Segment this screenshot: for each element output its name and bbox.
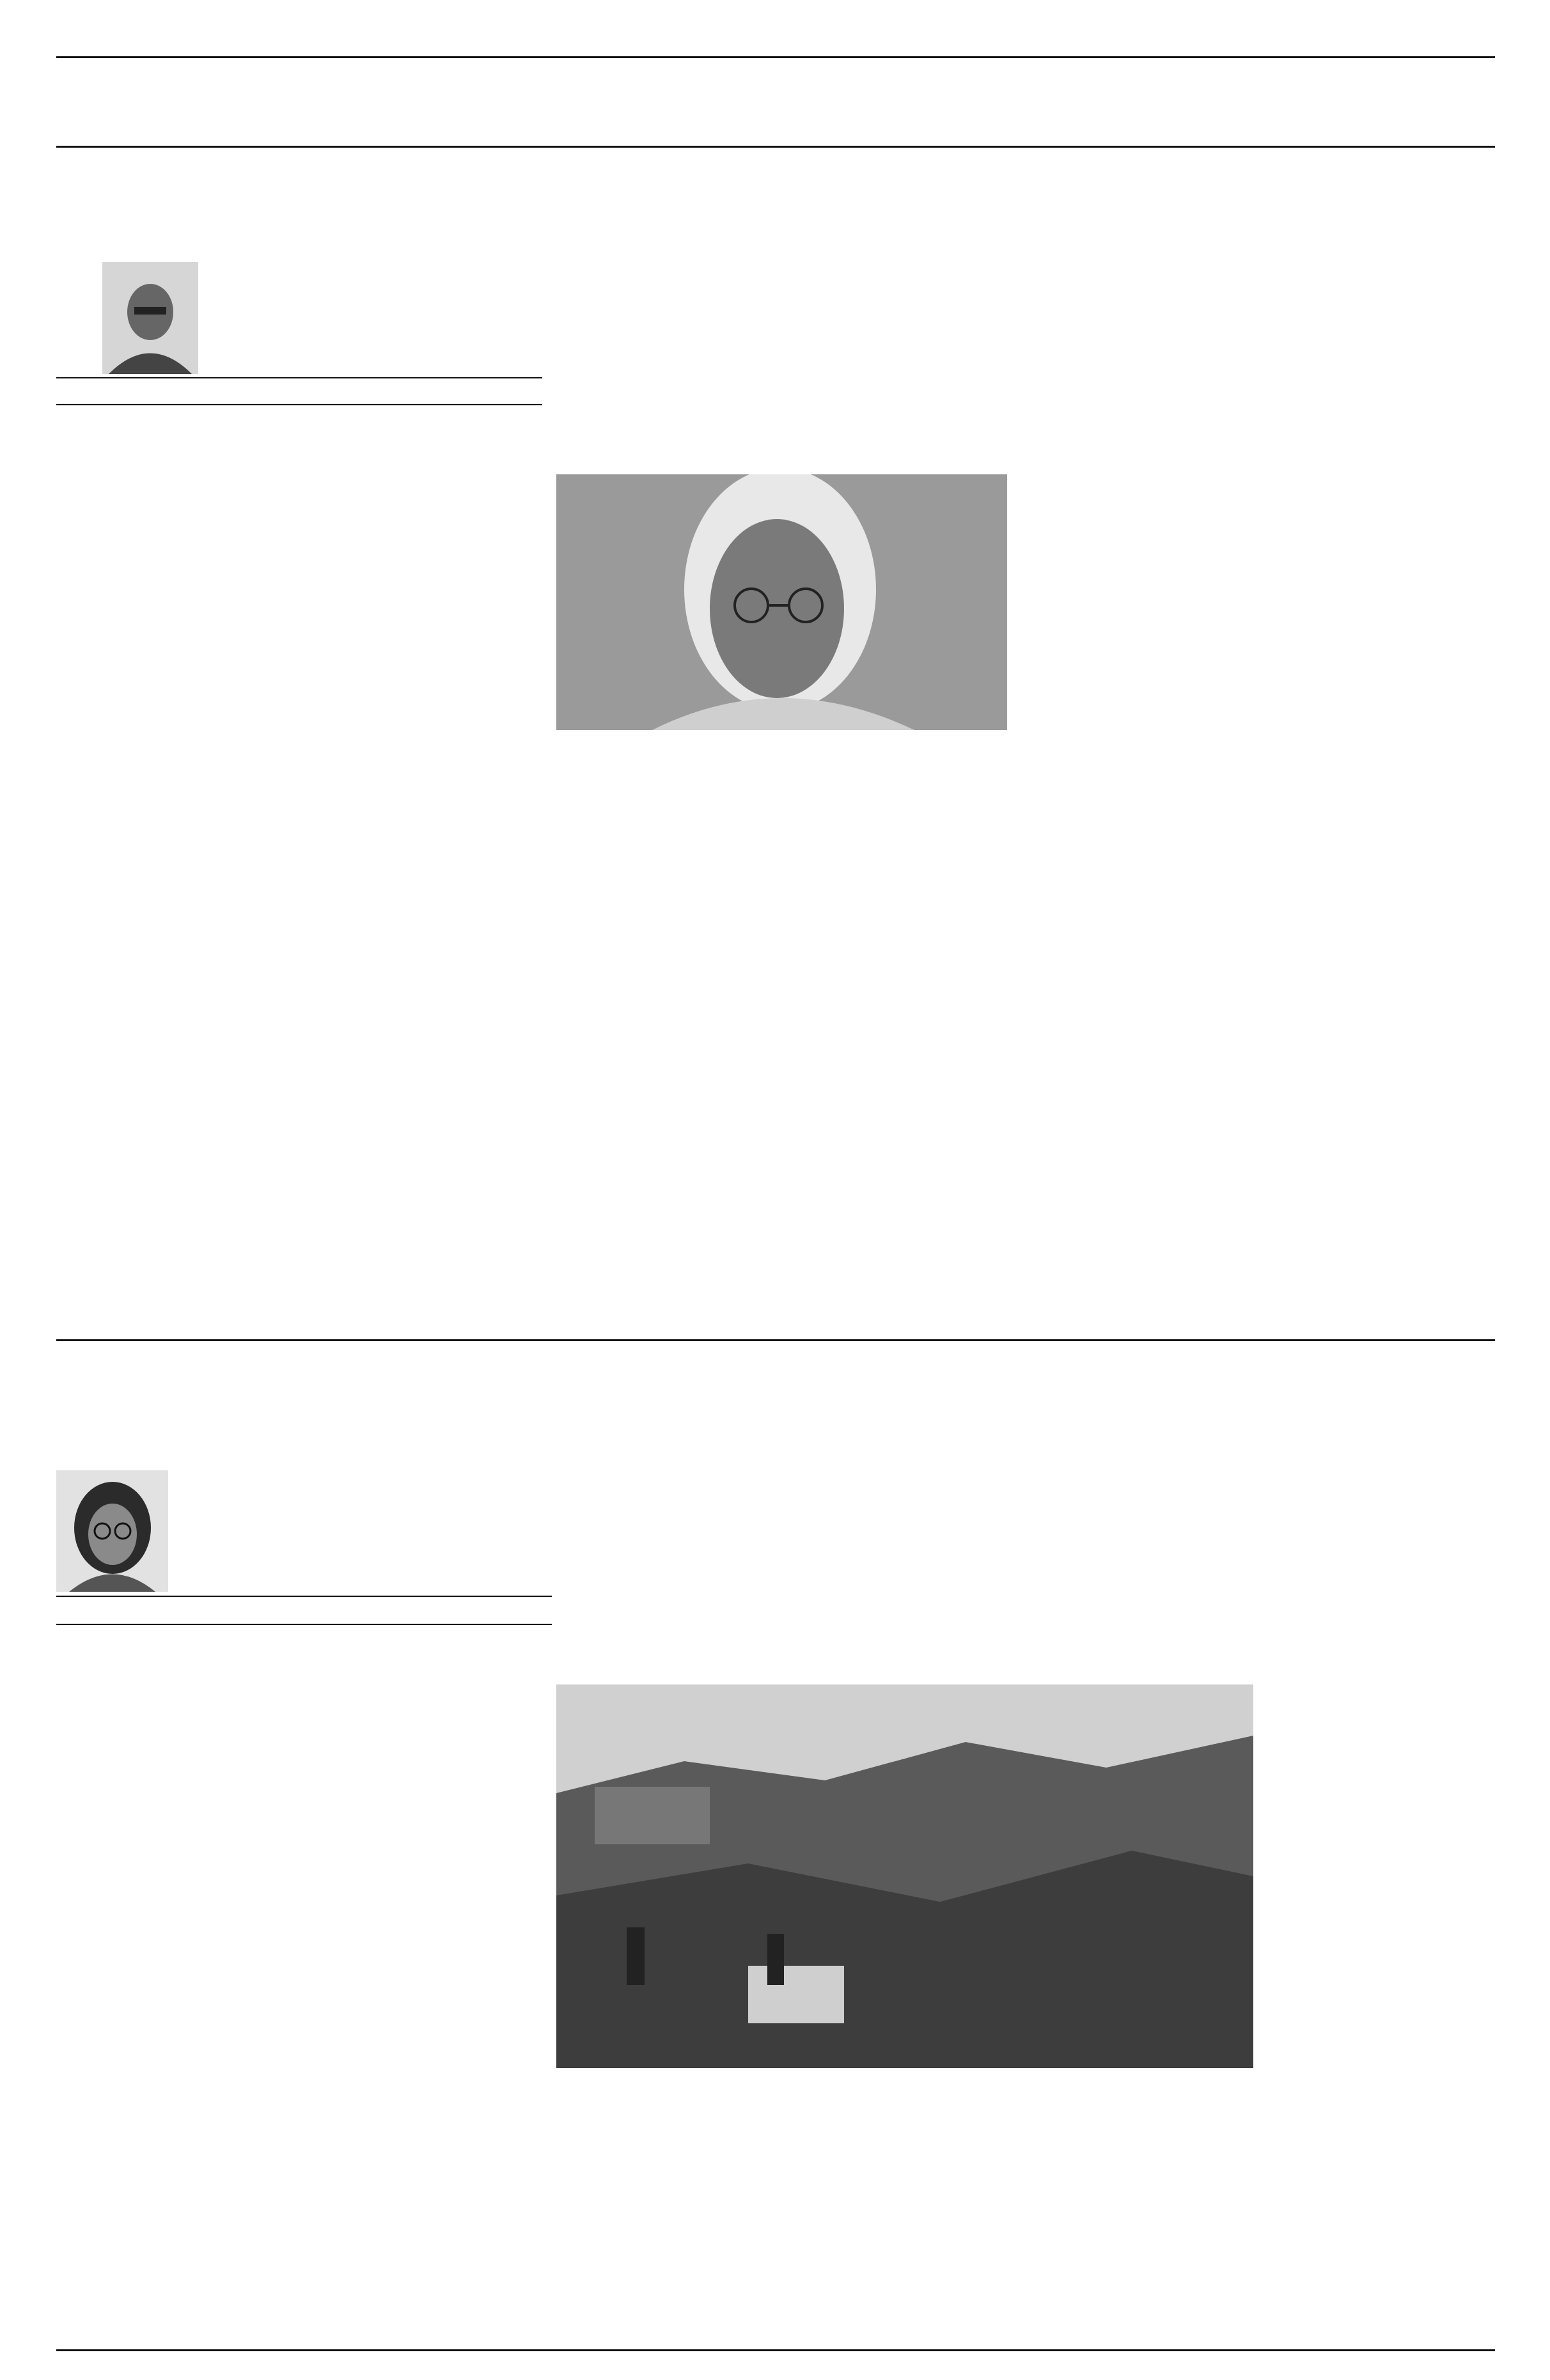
article2-col6 (1260, 1469, 1495, 2364)
byline-rule (56, 377, 542, 378)
article2-col4-top (783, 1469, 1007, 1674)
textile-waste-photo (556, 1684, 1253, 2068)
article2-col3-bottom (556, 2111, 777, 2354)
author-portrait-icon (102, 262, 198, 374)
top-rule (56, 56, 1495, 58)
author-photo-raida (56, 1470, 168, 1592)
byline-rule-bottom (56, 404, 542, 405)
article1-col3-top (556, 259, 777, 463)
article2-col1 (56, 1629, 302, 2345)
header-rule (56, 146, 1495, 148)
author-photo-mofidul (102, 262, 198, 374)
article1-col4-bottom (783, 758, 1007, 1333)
article1-col3-bottom (556, 758, 777, 1333)
article1-col1 (56, 408, 302, 1328)
portrait-photo-icon (556, 474, 1007, 730)
article2-col2 (309, 1629, 555, 2345)
article1-col5 (1014, 259, 1253, 1333)
sanjida-photo (556, 474, 1007, 730)
author-portrait-icon (56, 1470, 168, 1592)
waste-pile-photo-icon (556, 1684, 1253, 2068)
article1-col2 (309, 408, 555, 740)
article2-col4-bottom (783, 2111, 1007, 2354)
article2-col5-top (1014, 1469, 1253, 1674)
article1-col6 (1260, 259, 1495, 1333)
byline-rule-bottom (56, 1624, 552, 1625)
article2-col5-bottom (1014, 2111, 1253, 2354)
section-divider (56, 1339, 1495, 1341)
article1-col4-top (783, 259, 1007, 463)
byline-rule (56, 1596, 552, 1597)
crossword-top-rule (56, 2349, 1495, 2351)
article2-col3-top (556, 1469, 777, 1674)
